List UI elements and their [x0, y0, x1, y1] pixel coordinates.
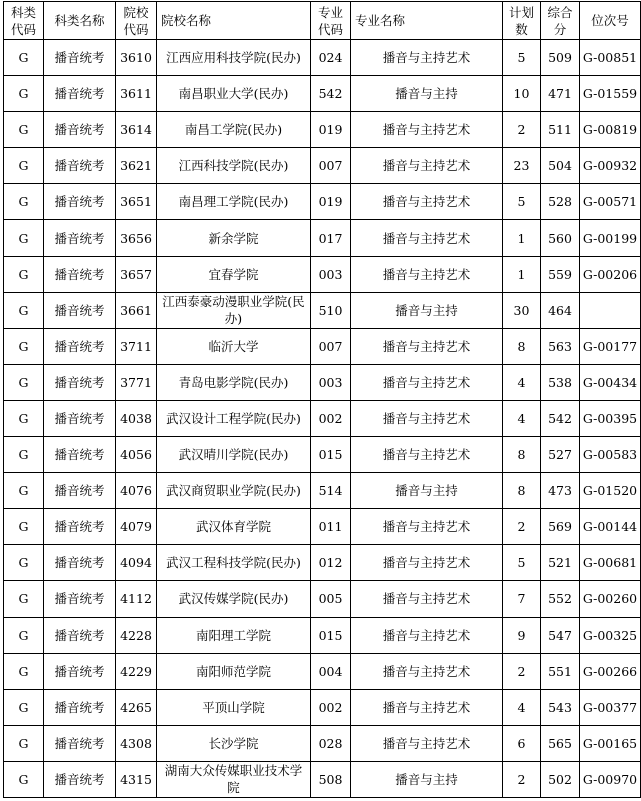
cell-major-code: 007	[311, 328, 351, 364]
cell-category-name: 播音统考	[44, 689, 116, 725]
cell-plan-count: 8	[503, 328, 541, 364]
cell-category-name: 播音统考	[44, 761, 116, 797]
cell-school-code: 3771	[116, 364, 157, 400]
cell-plan-count: 8	[503, 437, 541, 473]
cell-school-code: 4229	[116, 653, 157, 689]
header-school-name: 院校名称	[157, 2, 311, 40]
cell-category-name: 播音统考	[44, 328, 116, 364]
cell-major-code: 510	[311, 292, 351, 328]
cell-school-code: 4112	[116, 581, 157, 617]
cell-major-name: 播音与主持艺术	[351, 256, 503, 292]
cell-plan-count: 2	[503, 112, 541, 148]
cell-category-code: G	[4, 256, 44, 292]
cell-rank: G-00583	[580, 437, 641, 473]
cell-category-name: 播音统考	[44, 653, 116, 689]
cell-total-score: 542	[541, 400, 580, 436]
cell-major-name: 播音与主持艺术	[351, 148, 503, 184]
cell-total-score: 552	[541, 581, 580, 617]
cell-category-code: G	[4, 509, 44, 545]
cell-plan-count: 7	[503, 581, 541, 617]
cell-total-score: 551	[541, 653, 580, 689]
cell-school-code: 4308	[116, 725, 157, 761]
cell-category-code: G	[4, 725, 44, 761]
cell-rank: G-00932	[580, 148, 641, 184]
cell-total-score: 569	[541, 509, 580, 545]
cell-category-name: 播音统考	[44, 725, 116, 761]
cell-major-code: 017	[311, 220, 351, 256]
cell-plan-count: 4	[503, 400, 541, 436]
cell-category-code: G	[4, 112, 44, 148]
cell-total-score: 504	[541, 148, 580, 184]
cell-total-score: 547	[541, 617, 580, 653]
cell-school-name: 湖南大众传媒职业技术学院	[157, 761, 311, 797]
cell-rank: G-00206	[580, 256, 641, 292]
cell-plan-count: 5	[503, 40, 541, 76]
cell-plan-count: 6	[503, 725, 541, 761]
cell-school-code: 3657	[116, 256, 157, 292]
cell-category-name: 播音统考	[44, 509, 116, 545]
cell-school-name: 平顶山学院	[157, 689, 311, 725]
cell-major-code: 003	[311, 364, 351, 400]
cell-major-code: 019	[311, 184, 351, 220]
table-row	[4, 292, 641, 328]
cell-total-score: 563	[541, 328, 580, 364]
cell-category-code: G	[4, 689, 44, 725]
cell-plan-count: 8	[503, 473, 541, 509]
cell-category-code: G	[4, 148, 44, 184]
cell-rank: G-00260	[580, 581, 641, 617]
admission-table	[3, 1, 641, 798]
cell-total-score: 527	[541, 437, 580, 473]
cell-category-code: G	[4, 473, 44, 509]
cell-school-name: 武汉体育学院	[157, 509, 311, 545]
cell-category-name: 播音统考	[44, 148, 116, 184]
cell-major-name: 播音与主持艺术	[351, 725, 503, 761]
cell-category-code: G	[4, 617, 44, 653]
cell-major-code: 028	[311, 725, 351, 761]
table-row	[4, 148, 641, 184]
cell-major-name: 播音与主持艺术	[351, 364, 503, 400]
cell-school-code: 4228	[116, 617, 157, 653]
header-category-code: 科类代码	[4, 2, 44, 40]
cell-total-score: 511	[541, 112, 580, 148]
table-row	[4, 761, 641, 797]
cell-school-code: 3611	[116, 76, 157, 112]
table-row	[4, 509, 641, 545]
cell-school-name: 江西应用科技学院(民办)	[157, 40, 311, 76]
cell-category-code: G	[4, 545, 44, 581]
cell-category-name: 播音统考	[44, 184, 116, 220]
header-category-name: 科类名称	[44, 2, 116, 40]
cell-rank: G-00571	[580, 184, 641, 220]
cell-category-code: G	[4, 292, 44, 328]
cell-category-code: G	[4, 40, 44, 76]
cell-rank: G-00819	[580, 112, 641, 148]
table-row	[4, 40, 641, 76]
cell-school-code: 4038	[116, 400, 157, 436]
cell-rank: G-00681	[580, 545, 641, 581]
cell-school-name: 南昌职业大学(民办)	[157, 76, 311, 112]
cell-plan-count: 5	[503, 545, 541, 581]
cell-major-code: 003	[311, 256, 351, 292]
cell-rank: G-00970	[580, 761, 641, 797]
cell-plan-count: 1	[503, 256, 541, 292]
header-plan-count: 计划数	[503, 2, 541, 40]
cell-plan-count: 30	[503, 292, 541, 328]
cell-plan-count: 10	[503, 76, 541, 112]
cell-major-name: 播音与主持艺术	[351, 617, 503, 653]
cell-school-code: 4056	[116, 437, 157, 473]
cell-category-name: 播音统考	[44, 617, 116, 653]
table-row	[4, 653, 641, 689]
cell-major-name: 播音与主持艺术	[351, 689, 503, 725]
cell-school-name: 新余学院	[157, 220, 311, 256]
cell-plan-count: 2	[503, 761, 541, 797]
cell-rank: G-00395	[580, 400, 641, 436]
header-major-name: 专业名称	[351, 2, 503, 40]
table-row	[4, 400, 641, 436]
cell-rank	[580, 292, 641, 328]
cell-total-score: 565	[541, 725, 580, 761]
cell-major-code: 012	[311, 545, 351, 581]
cell-school-code: 4094	[116, 545, 157, 581]
cell-school-code: 3651	[116, 184, 157, 220]
cell-major-code: 542	[311, 76, 351, 112]
cell-plan-count: 2	[503, 509, 541, 545]
cell-rank: G-00325	[580, 617, 641, 653]
cell-school-name: 临沂大学	[157, 328, 311, 364]
cell-school-code: 4315	[116, 761, 157, 797]
cell-category-name: 播音统考	[44, 545, 116, 581]
cell-school-code: 3621	[116, 148, 157, 184]
cell-category-code: G	[4, 220, 44, 256]
cell-major-code: 007	[311, 148, 351, 184]
cell-major-name: 播音与主持	[351, 473, 503, 509]
cell-school-name: 江西科技学院(民办)	[157, 148, 311, 184]
header-major-code: 专业代码	[311, 2, 351, 40]
cell-major-name: 播音与主持艺术	[351, 184, 503, 220]
cell-total-score: 473	[541, 473, 580, 509]
table-row	[4, 76, 641, 112]
cell-major-name: 播音与主持	[351, 292, 503, 328]
cell-school-name: 武汉工程科技学院(民办)	[157, 545, 311, 581]
cell-major-name: 播音与主持艺术	[351, 509, 503, 545]
cell-major-code: 004	[311, 653, 351, 689]
cell-school-name: 南昌工学院(民办)	[157, 112, 311, 148]
cell-category-name: 播音统考	[44, 220, 116, 256]
table-row	[4, 256, 641, 292]
cell-major-name: 播音与主持艺术	[351, 112, 503, 148]
cell-total-score: 538	[541, 364, 580, 400]
table-body	[4, 40, 641, 798]
cell-category-code: G	[4, 400, 44, 436]
table-row	[4, 725, 641, 761]
cell-plan-count: 1	[503, 220, 541, 256]
cell-major-name: 播音与主持艺术	[351, 545, 503, 581]
header-total-score: 综合分	[541, 2, 580, 40]
cell-major-code: 514	[311, 473, 351, 509]
cell-total-score: 560	[541, 220, 580, 256]
cell-rank: G-00434	[580, 364, 641, 400]
table-row	[4, 437, 641, 473]
cell-rank: G-00177	[580, 328, 641, 364]
cell-school-code: 4265	[116, 689, 157, 725]
cell-total-score: 509	[541, 40, 580, 76]
cell-category-code: G	[4, 761, 44, 797]
table-row	[4, 328, 641, 364]
cell-category-name: 播音统考	[44, 437, 116, 473]
cell-plan-count: 5	[503, 184, 541, 220]
cell-school-name: 武汉传媒学院(民办)	[157, 581, 311, 617]
cell-total-score: 464	[541, 292, 580, 328]
cell-total-score: 543	[541, 689, 580, 725]
table-row	[4, 581, 641, 617]
cell-major-code: 015	[311, 617, 351, 653]
cell-category-name: 播音统考	[44, 112, 116, 148]
cell-school-name: 南昌理工学院(民办)	[157, 184, 311, 220]
table-row	[4, 473, 641, 509]
cell-category-code: G	[4, 581, 44, 617]
cell-school-name: 武汉设计工程学院(民办)	[157, 400, 311, 436]
cell-major-name: 播音与主持艺术	[351, 328, 503, 364]
cell-plan-count: 9	[503, 617, 541, 653]
cell-school-code: 3610	[116, 40, 157, 76]
cell-rank: G-00266	[580, 653, 641, 689]
cell-rank: G-00144	[580, 509, 641, 545]
cell-school-code: 3656	[116, 220, 157, 256]
cell-major-code: 002	[311, 689, 351, 725]
header-school-code: 院校代码	[116, 2, 157, 40]
cell-total-score: 502	[541, 761, 580, 797]
cell-school-code: 3614	[116, 112, 157, 148]
cell-category-name: 播音统考	[44, 256, 116, 292]
cell-school-name: 武汉商贸职业学院(民办)	[157, 473, 311, 509]
cell-school-name: 南阳理工学院	[157, 617, 311, 653]
cell-category-name: 播音统考	[44, 400, 116, 436]
cell-plan-count: 23	[503, 148, 541, 184]
cell-rank: G-00165	[580, 725, 641, 761]
cell-category-code: G	[4, 437, 44, 473]
cell-category-name: 播音统考	[44, 473, 116, 509]
table-row	[4, 617, 641, 653]
table-row	[4, 545, 641, 581]
cell-school-code: 3711	[116, 328, 157, 364]
cell-category-code: G	[4, 184, 44, 220]
header-rank: 位次号	[580, 2, 641, 40]
cell-major-name: 播音与主持	[351, 761, 503, 797]
cell-major-code: 005	[311, 581, 351, 617]
table-row	[4, 184, 641, 220]
cell-category-code: G	[4, 653, 44, 689]
cell-rank: G-01520	[580, 473, 641, 509]
cell-total-score: 521	[541, 545, 580, 581]
cell-major-code: 015	[311, 437, 351, 473]
header-row	[4, 2, 641, 40]
cell-rank: G-01559	[580, 76, 641, 112]
table-row	[4, 220, 641, 256]
cell-major-name: 播音与主持艺术	[351, 40, 503, 76]
cell-major-code: 019	[311, 112, 351, 148]
cell-school-name: 南阳师范学院	[157, 653, 311, 689]
cell-school-name: 江西泰豪动漫职业学院(民办)	[157, 292, 311, 328]
cell-school-code: 4079	[116, 509, 157, 545]
cell-major-name: 播音与主持艺术	[351, 437, 503, 473]
cell-school-name: 武汉晴川学院(民办)	[157, 437, 311, 473]
cell-category-code: G	[4, 364, 44, 400]
cell-school-code: 3661	[116, 292, 157, 328]
cell-plan-count: 4	[503, 689, 541, 725]
cell-plan-count: 4	[503, 364, 541, 400]
cell-total-score: 471	[541, 76, 580, 112]
cell-category-name: 播音统考	[44, 581, 116, 617]
cell-plan-count: 2	[503, 653, 541, 689]
cell-category-name: 播音统考	[44, 40, 116, 76]
table-row	[4, 112, 641, 148]
cell-category-name: 播音统考	[44, 292, 116, 328]
cell-rank: G-00377	[580, 689, 641, 725]
cell-major-name: 播音与主持	[351, 76, 503, 112]
cell-school-code: 4076	[116, 473, 157, 509]
cell-category-name: 播音统考	[44, 76, 116, 112]
cell-total-score: 528	[541, 184, 580, 220]
cell-major-code: 002	[311, 400, 351, 436]
cell-major-name: 播音与主持艺术	[351, 400, 503, 436]
cell-major-name: 播音与主持艺术	[351, 653, 503, 689]
cell-rank: G-00851	[580, 40, 641, 76]
table-row	[4, 689, 641, 725]
table-row	[4, 364, 641, 400]
cell-major-code: 508	[311, 761, 351, 797]
cell-major-name: 播音与主持艺术	[351, 220, 503, 256]
cell-rank: G-00199	[580, 220, 641, 256]
cell-school-name: 宜春学院	[157, 256, 311, 292]
cell-category-code: G	[4, 76, 44, 112]
cell-category-code: G	[4, 328, 44, 364]
cell-school-name: 长沙学院	[157, 725, 311, 761]
cell-total-score: 559	[541, 256, 580, 292]
cell-major-code: 024	[311, 40, 351, 76]
cell-major-code: 011	[311, 509, 351, 545]
cell-category-name: 播音统考	[44, 364, 116, 400]
cell-school-name: 青岛电影学院(民办)	[157, 364, 311, 400]
cell-major-name: 播音与主持艺术	[351, 581, 503, 617]
